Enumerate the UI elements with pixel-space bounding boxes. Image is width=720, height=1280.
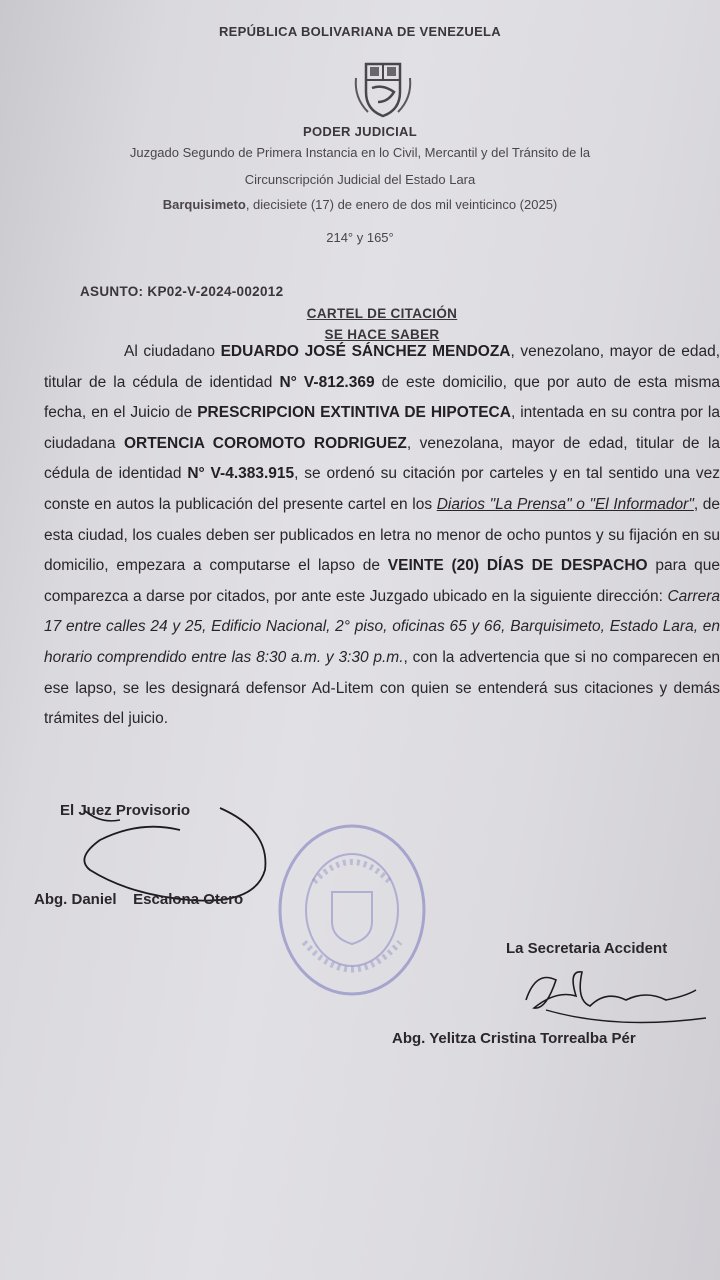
court-line-2: Circunscripción Judicial del Estado Lara bbox=[244, 172, 476, 187]
body-text: para que comparezca a darse por citados, por ante este Juzgado ubicado en la siguiente dirección: bbox=[44, 557, 720, 605]
body-text: , de esta ciudad, los cuales deben ser publicados en letra no menor de ocho puntos y su fijación en su domicilio, empezara a computarse el lapso de bbox=[44, 495, 720, 575]
court-line-1: Juzgado Segundo de Primera Instancia en lo Civil, Mercantil y del Tránsito de la bbox=[129, 145, 591, 160]
judge-name: Abg. Daniel Escalona Otero bbox=[34, 891, 244, 908]
defendant-id: N° V-812.369 bbox=[279, 373, 375, 391]
notice-title: CARTEL DE CITACIÓN bbox=[306, 306, 458, 321]
body-text: de este domicilio, que por auto de esta misma fecha, en el Juicio de bbox=[44, 373, 720, 422]
judge-title: El Juez Provisorio bbox=[60, 802, 191, 819]
secretary-title: La Secretaria Accident bbox=[506, 940, 668, 957]
body-text: Al ciudadano bbox=[124, 343, 221, 360]
coat-of-arms-icon bbox=[352, 58, 414, 120]
body-text: , con la advertencia que si no comparecen en ese lapso, se les designará defensor Ad-Litem con quien se entenderá sus citaciones y demás trámites del juicio. bbox=[44, 648, 720, 728]
body-text: , se ordenó su citación por carteles y en tal sentido una vez conste en autos la publicación del presente cartel en los bbox=[44, 465, 720, 513]
body-text: , venezolana, mayor de edad, titular de la cédula de identidad bbox=[44, 434, 720, 483]
date-city: Barquisimeto bbox=[162, 197, 246, 212]
date-line bbox=[0, 197, 720, 212]
body-text: , venezolano, mayor de edad, titular de la cédula de identidad bbox=[44, 343, 720, 391]
secretary-name: Abg. Yelitza Cristina Torrealba Pér bbox=[392, 1030, 636, 1047]
plaintiff-id: N° V-4.383.915 bbox=[187, 465, 295, 483]
case-type: PRESCRIPCION EXTINTIVA DE HIPOTECA bbox=[197, 404, 511, 422]
country-heading: REPÚBLICA BOLIVARIANA DE VENEZUELA bbox=[218, 24, 501, 39]
court-seal-icon bbox=[274, 822, 430, 1002]
years-line: 214° y 165° bbox=[326, 230, 394, 245]
notice-subtitle: SE HACE SABER bbox=[324, 327, 440, 342]
notice-body bbox=[44, 337, 720, 735]
defendant-name: EDUARDO JOSÉ SÁNCHEZ MENDOZA bbox=[220, 343, 511, 360]
body-text: , intentada en su contra por la ciudadana bbox=[44, 404, 720, 452]
secretary-signature-icon bbox=[516, 960, 720, 1040]
court-address: Carrera 17 entre calles 24 y 25, Edificio Nacional, 2° piso, oficinas 65 y 66, Barquisimeto, Estado Lara, en horario comprendido entre las 8:30 a.m. y 3:30 p.m. bbox=[44, 587, 720, 666]
case-subject: ASUNTO: KP02-V-2024-002012 bbox=[80, 284, 284, 299]
newspapers: Diarios "La Prensa" o "El Informador" bbox=[436, 495, 694, 513]
term-period: VEINTE (20) DÍAS DE DESPACHO bbox=[387, 557, 648, 575]
branch-heading: PODER JUDICIAL bbox=[303, 124, 417, 139]
plaintiff-name: ORTENCIA COROMOTO RODRIGUEZ bbox=[123, 434, 407, 452]
date-text: , diecisiete (17) de enero de dos mil veinticinco (2025) bbox=[245, 197, 558, 212]
